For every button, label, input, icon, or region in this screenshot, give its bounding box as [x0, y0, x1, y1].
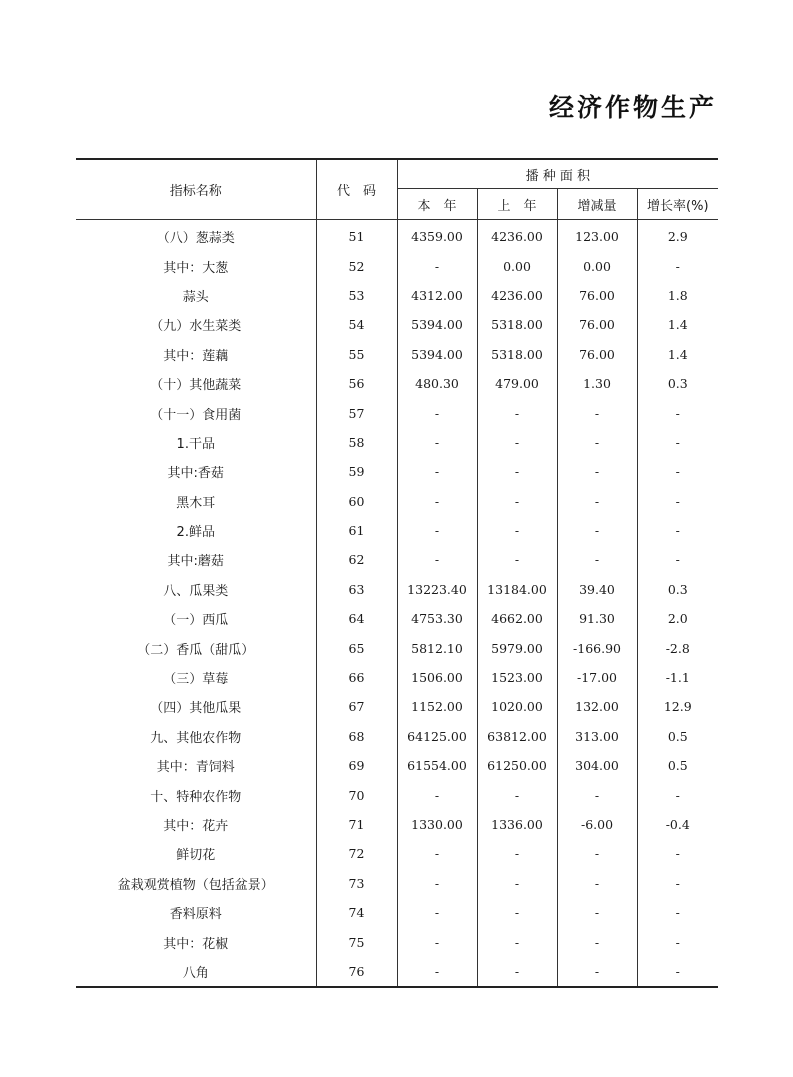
cell-name: 十、特种农作物 — [150, 789, 242, 805]
cell-last-year: 4662.00 — [477, 604, 557, 633]
table-row — [76, 722, 718, 751]
cell-growth: - — [637, 927, 718, 956]
table-row — [76, 251, 718, 280]
cell-this-year: 5812.10 — [397, 633, 477, 662]
cell-this-year: 4312.00 — [397, 281, 477, 310]
table-row — [76, 927, 718, 956]
cell-last-year: - — [477, 957, 557, 987]
cell-this-year: - — [397, 869, 477, 898]
cell-this-year: 1330.00 — [397, 810, 477, 839]
table-row — [76, 957, 718, 987]
cell-last-year: 4236.00 — [477, 220, 557, 252]
table-row — [76, 898, 718, 927]
cell-last-year: - — [477, 457, 557, 486]
cell-last-year: - — [477, 428, 557, 457]
cell-change: - — [557, 780, 637, 809]
table-row — [76, 281, 718, 310]
cell-name: （十一）食用菌 — [150, 407, 242, 423]
cell-name: 八、瓜果类 — [163, 583, 229, 599]
cell-this-year: - — [397, 398, 477, 427]
cell-name: （九）水生菜类 — [150, 319, 242, 335]
cell-growth: - — [637, 457, 718, 486]
cell-name: 其中：青饲料 — [156, 760, 235, 776]
cell-growth: - — [637, 251, 718, 280]
cell-change: - — [557, 428, 637, 457]
cell-name: （十）其他蔬菜 — [150, 378, 242, 394]
cell-change: 304.00 — [557, 751, 637, 780]
cell-last-year: - — [477, 487, 557, 516]
cell-name: （三）草莓 — [163, 672, 229, 688]
table-row — [76, 604, 718, 633]
cell-change: - — [557, 839, 637, 868]
cell-change: 39.40 — [557, 575, 637, 604]
cell-growth: - — [637, 487, 718, 516]
cell-growth: - — [637, 957, 718, 987]
cell-growth: 0.5 — [637, 751, 718, 780]
table-row — [76, 692, 718, 721]
cell-name: （四）其他瓜果 — [150, 701, 242, 717]
cell-code: 68 — [316, 722, 397, 751]
cell-this-year: - — [397, 839, 477, 868]
table-row — [76, 428, 718, 457]
cell-growth: - — [637, 869, 718, 898]
cell-code: 61 — [316, 516, 397, 545]
cell-code: 64 — [316, 604, 397, 633]
cell-change: - — [557, 898, 637, 927]
cell-name: 鲜切花 — [176, 848, 216, 864]
cell-growth: - — [637, 545, 718, 574]
cell-growth: -2.8 — [637, 633, 718, 662]
page-title: 经济作物生产 — [548, 93, 717, 122]
cell-change: 132.00 — [557, 692, 637, 721]
cell-last-year: 63812.00 — [477, 722, 557, 751]
cell-change: -166.90 — [557, 633, 637, 662]
cell-growth: 0.3 — [637, 575, 718, 604]
table-row — [76, 516, 718, 545]
cell-code: 75 — [316, 927, 397, 956]
cell-growth: 12.9 — [637, 692, 718, 721]
cell-last-year: 0.00 — [477, 251, 557, 280]
cell-code: 67 — [316, 692, 397, 721]
cell-this-year: - — [397, 251, 477, 280]
cell-name: 香料原料 — [169, 907, 222, 923]
cell-change: 76.00 — [557, 310, 637, 339]
cell-this-year: 5394.00 — [397, 310, 477, 339]
cell-last-year: 1020.00 — [477, 692, 557, 721]
cell-growth: - — [637, 428, 718, 457]
header-growth: 增长率(%) — [637, 189, 718, 220]
cell-this-year: - — [397, 898, 477, 927]
cell-code: 54 — [316, 310, 397, 339]
cell-name: 其中：莲藕 — [163, 348, 229, 364]
cell-name: （一）西瓜 — [163, 613, 229, 629]
table-row — [76, 780, 718, 809]
cell-code: 58 — [316, 428, 397, 457]
cell-code: 74 — [316, 898, 397, 927]
cell-last-year: 61250.00 — [477, 751, 557, 780]
cell-change: 0.00 — [557, 251, 637, 280]
cell-growth: 1.8 — [637, 281, 718, 310]
cell-last-year: - — [477, 898, 557, 927]
cell-name: （八）葱蒜类 — [156, 231, 235, 247]
table-row — [76, 663, 718, 692]
cell-growth: - — [637, 516, 718, 545]
table-row — [76, 633, 718, 662]
cell-change: 91.30 — [557, 604, 637, 633]
cell-growth: -1.1 — [637, 663, 718, 692]
cell-growth: - — [637, 839, 718, 868]
table-row — [76, 487, 718, 516]
cell-this-year: - — [397, 428, 477, 457]
cell-last-year: 5979.00 — [477, 633, 557, 662]
cell-this-year: 5394.00 — [397, 340, 477, 369]
table-row — [76, 220, 718, 252]
cell-code: 56 — [316, 369, 397, 398]
cell-name: 其中：大葱 — [163, 260, 229, 276]
header-this-year: 本 年 — [397, 189, 477, 220]
cell-code: 69 — [316, 751, 397, 780]
cell-name: 八角 — [182, 965, 209, 981]
header-code: 代 码 — [316, 159, 397, 220]
cell-name: 盆栽观赏植物（包括盆景） — [117, 877, 274, 893]
cell-this-year: 4753.30 — [397, 604, 477, 633]
cell-code: 72 — [316, 839, 397, 868]
cell-last-year: - — [477, 927, 557, 956]
cell-last-year: - — [477, 545, 557, 574]
header-change: 增减量 — [557, 189, 637, 220]
cell-change: 1.30 — [557, 369, 637, 398]
cell-change: - — [557, 545, 637, 574]
cell-this-year: - — [397, 780, 477, 809]
cell-name: 九、其他农作物 — [150, 730, 242, 746]
table-header — [76, 159, 718, 220]
cell-name: 2.鲜品 — [176, 525, 215, 541]
cell-this-year: - — [397, 516, 477, 545]
cell-last-year: - — [477, 839, 557, 868]
cell-code: 53 — [316, 281, 397, 310]
table-row — [76, 869, 718, 898]
cell-change: - — [557, 516, 637, 545]
cell-growth: 0.5 — [637, 722, 718, 751]
cell-this-year: 61554.00 — [397, 751, 477, 780]
cell-name: 其中:蘑菇 — [167, 554, 224, 570]
cell-code: 63 — [316, 575, 397, 604]
cell-this-year: 13223.40 — [397, 575, 477, 604]
cell-this-year: - — [397, 487, 477, 516]
cell-growth: 2.9 — [637, 220, 718, 252]
cell-name: 蒜头 — [182, 289, 209, 305]
cell-this-year: - — [397, 457, 477, 486]
cell-change: -6.00 — [557, 810, 637, 839]
cell-code: 66 — [316, 663, 397, 692]
cell-code: 65 — [316, 633, 397, 662]
table-row — [76, 575, 718, 604]
cell-name: 黑木耳 — [176, 495, 216, 511]
header-area-group: 播 种 面 积 — [397, 159, 718, 189]
table-row — [76, 457, 718, 486]
cell-name: 其中：花椒 — [163, 936, 229, 952]
cell-code: 55 — [316, 340, 397, 369]
table-row — [76, 310, 718, 339]
cell-last-year: 4236.00 — [477, 281, 557, 310]
cell-code: 76 — [316, 957, 397, 987]
cell-code: 52 — [316, 251, 397, 280]
table-row — [76, 810, 718, 839]
cell-change: 123.00 — [557, 220, 637, 252]
table-row — [76, 340, 718, 369]
cell-name: 1.干品 — [176, 436, 215, 452]
cell-this-year: 1152.00 — [397, 692, 477, 721]
table-body — [76, 220, 718, 988]
cell-this-year: - — [397, 927, 477, 956]
cell-change: 76.00 — [557, 340, 637, 369]
cell-last-year: - — [477, 869, 557, 898]
cell-growth: -0.4 — [637, 810, 718, 839]
cell-name: 其中：花卉 — [163, 819, 229, 834]
cell-code: 51 — [316, 220, 397, 252]
cell-this-year: 4359.00 — [397, 220, 477, 252]
cell-growth: 2.0 — [637, 604, 718, 633]
cell-change: - — [557, 487, 637, 516]
cell-code: 71 — [316, 810, 397, 839]
cell-last-year: 479.00 — [477, 369, 557, 398]
cell-this-year: 64125.00 — [397, 722, 477, 751]
cell-code: 60 — [316, 487, 397, 516]
cell-last-year: 13184.00 — [477, 575, 557, 604]
cell-this-year: 1506.00 — [397, 663, 477, 692]
header-name: 指标名称 — [169, 184, 222, 199]
table-row — [76, 369, 718, 398]
cell-change: - — [557, 398, 637, 427]
cell-last-year: 1523.00 — [477, 663, 557, 692]
cell-this-year: - — [397, 957, 477, 987]
cell-last-year: 5318.00 — [477, 310, 557, 339]
cell-this-year: 480.30 — [397, 369, 477, 398]
cell-growth: 1.4 — [637, 310, 718, 339]
cell-growth: - — [637, 398, 718, 427]
cell-last-year: - — [477, 516, 557, 545]
cell-growth: 1.4 — [637, 340, 718, 369]
cell-code: 70 — [316, 780, 397, 809]
cell-this-year: - — [397, 545, 477, 574]
table-row — [76, 398, 718, 427]
cell-change: 76.00 — [557, 281, 637, 310]
cell-code: 59 — [316, 457, 397, 486]
cell-growth: - — [637, 780, 718, 809]
cell-change: - — [557, 957, 637, 987]
cell-change: - — [557, 869, 637, 898]
cell-growth: 0.3 — [637, 369, 718, 398]
cell-last-year: - — [477, 780, 557, 809]
table-row — [76, 545, 718, 574]
cell-last-year: 5318.00 — [477, 340, 557, 369]
cell-last-year: 1336.00 — [477, 810, 557, 839]
cell-last-year: - — [477, 398, 557, 427]
data-table — [76, 158, 718, 988]
cell-code: 62 — [316, 545, 397, 574]
cell-change: -17.00 — [557, 663, 637, 692]
table-row — [76, 751, 718, 780]
header-last-year: 上 年 — [477, 189, 557, 220]
cell-growth: - — [637, 898, 718, 927]
cell-code: 73 — [316, 869, 397, 898]
cell-name: 其中:香菇 — [167, 466, 224, 482]
table-row — [76, 839, 718, 868]
cell-name: （二）香瓜（甜瓜） — [137, 642, 255, 658]
cell-code: 57 — [316, 398, 397, 427]
cell-change: - — [557, 927, 637, 956]
cell-change: 313.00 — [557, 722, 637, 751]
cell-change: - — [557, 457, 637, 486]
